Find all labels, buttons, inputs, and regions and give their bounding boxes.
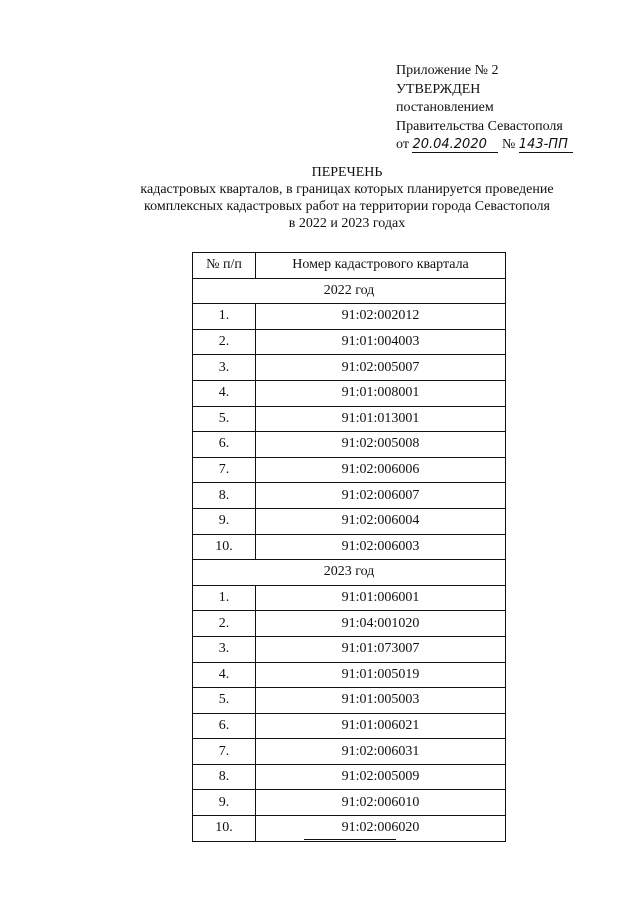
cadastral-code: 91:01:013001	[256, 406, 506, 432]
row-number: 4.	[193, 380, 256, 406]
cadastral-code: 91:02:006031	[256, 739, 506, 765]
title-line-2: кадастровых кварталов, в границах которых планируется проведение	[140, 182, 554, 197]
table-row	[193, 764, 506, 790]
cadastral-code: 91:01:008001	[256, 380, 506, 406]
cadastral-code: 91:01:005019	[256, 662, 506, 688]
cadastral-code: 91:02:002012	[256, 304, 506, 330]
title-line-3: комплексных кадастровых работ на территории города Севастополя	[144, 199, 550, 214]
title-line-4: в 2022 и 2023 годах	[288, 216, 406, 231]
cadastral-code: 91:01:006001	[256, 585, 506, 611]
cadastral-code: 91:02:006020	[256, 816, 506, 842]
section-header-row	[193, 278, 506, 304]
table-body	[193, 278, 506, 841]
cadastral-code: 91:02:006004	[256, 508, 506, 534]
cadastral-code: 91:04:001020	[256, 611, 506, 637]
header-number: № п/п	[193, 253, 256, 279]
table-row	[193, 457, 506, 483]
header-code: Номер кадастрового квартала	[256, 253, 506, 279]
row-number: 4.	[193, 662, 256, 688]
handwritten-date: 20.04.2020	[412, 138, 498, 153]
table-row	[193, 636, 506, 662]
approval-block	[396, 62, 616, 155]
approval-type: постановлением	[396, 100, 494, 115]
title-heading: ПЕРЕЧЕНЬ	[311, 165, 383, 180]
cadastral-code: 91:02:006010	[256, 790, 506, 816]
table-row	[193, 739, 506, 765]
row-number: 2.	[193, 611, 256, 637]
handwritten-number: 143-ПП	[519, 138, 573, 153]
row-number: 1.	[193, 585, 256, 611]
approval-date-line	[396, 136, 616, 155]
table-row	[193, 304, 506, 330]
table-row	[193, 508, 506, 534]
footer-divider	[304, 839, 396, 840]
row-number: 9.	[193, 790, 256, 816]
cadastral-code: 91:01:004003	[256, 329, 506, 355]
table-header-row	[193, 253, 506, 279]
table-row	[193, 380, 506, 406]
table-row	[193, 816, 506, 842]
cadastral-code: 91:02:005009	[256, 764, 506, 790]
cadastral-code: 91:01:005003	[256, 688, 506, 714]
cadastral-code: 91:01:073007	[256, 636, 506, 662]
table-row	[193, 611, 506, 637]
table-row	[193, 355, 506, 381]
table-row	[193, 534, 506, 560]
table-row	[193, 585, 506, 611]
row-number: 5.	[193, 688, 256, 714]
approval-authority: Правительства Севастополя	[396, 118, 563, 134]
row-number: 3.	[193, 355, 256, 381]
table-row	[193, 662, 506, 688]
row-number: 9.	[193, 508, 256, 534]
approval-status: УТВЕРЖДЕН	[396, 81, 481, 97]
table-row	[193, 483, 506, 509]
cadastral-code: 91:02:006003	[256, 534, 506, 560]
number-prefix: №	[501, 137, 516, 152]
table-row	[193, 329, 506, 355]
row-number: 2.	[193, 329, 256, 355]
cadastral-quarters-table	[192, 252, 506, 842]
row-number: 8.	[193, 483, 256, 509]
cadastral-code: 91:02:006006	[256, 457, 506, 483]
section-year-label: 2022 год	[193, 278, 506, 304]
row-number: 5.	[193, 406, 256, 432]
row-number: 7.	[193, 457, 256, 483]
appendix-number: Приложение № 2	[396, 63, 499, 78]
table-row	[193, 790, 506, 816]
row-number: 8.	[193, 764, 256, 790]
document-title	[100, 164, 594, 232]
row-number: 10.	[193, 816, 256, 842]
row-number: 6.	[193, 432, 256, 458]
section-header-row	[193, 560, 506, 586]
cadastral-code: 91:01:006021	[256, 713, 506, 739]
row-number: 10.	[193, 534, 256, 560]
section-year-label: 2023 год	[193, 560, 506, 586]
date-prefix: от	[396, 137, 409, 152]
table-row	[193, 713, 506, 739]
table-row	[193, 688, 506, 714]
cadastral-code: 91:02:006007	[256, 483, 506, 509]
row-number: 3.	[193, 636, 256, 662]
row-number: 6.	[193, 713, 256, 739]
cadastral-code: 91:02:005008	[256, 432, 506, 458]
table-row	[193, 432, 506, 458]
row-number: 1.	[193, 304, 256, 330]
table-row	[193, 406, 506, 432]
row-number: 7.	[193, 739, 256, 765]
cadastral-code: 91:02:005007	[256, 355, 506, 381]
